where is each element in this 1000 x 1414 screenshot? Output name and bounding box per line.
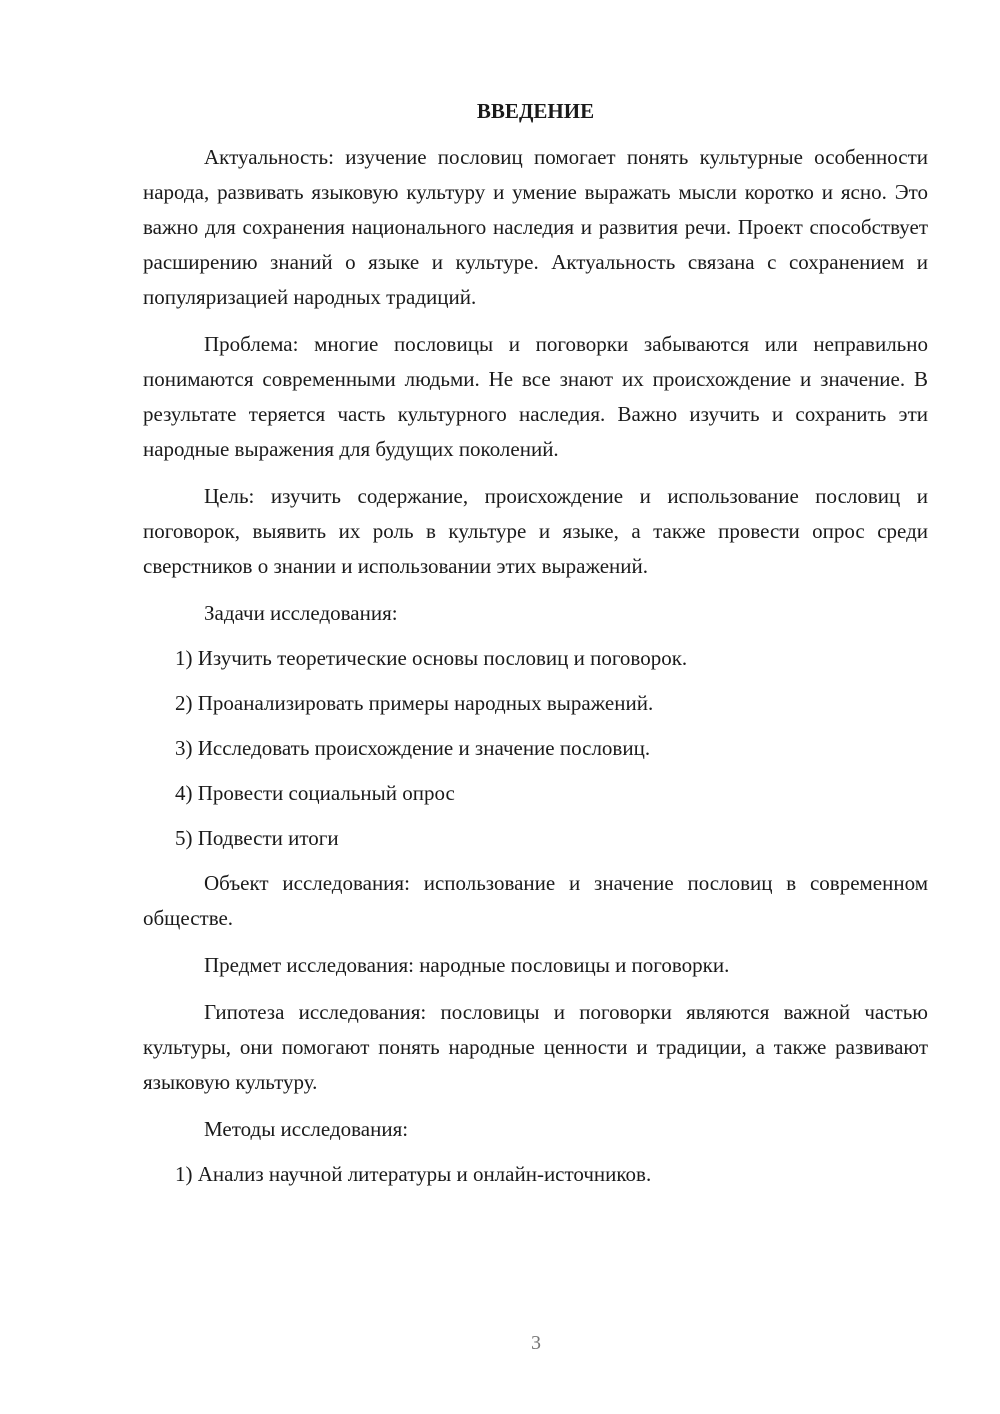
method-item: 1) Анализ научной литературы и онлайн-источников.	[175, 1162, 652, 1186]
hypothesis-paragraph: Гипотеза исследования: пословицы и поговорки являются важной частью культуры, они помогают понять народные ценности и традиции, а также развивают языковую культуру.	[143, 1000, 928, 1094]
goal-paragraph: Цель: изучить содержание, происхождение и использование пословиц и поговорок, выявить их роль в культуре и языке, а также провести опрос среди сверстников о знании и использовании этих выражений.	[143, 484, 928, 578]
methods-list	[143, 1157, 928, 1192]
task-item: 3) Исследовать происхождение и значение пословиц.	[175, 736, 651, 760]
section-title: ВВЕДЕНИЕ	[476, 99, 595, 123]
task-item: 2) Проанализировать примеры народных выражений.	[175, 691, 654, 715]
subject-paragraph: Предмет исследования: народные пословицы и поговорки.	[204, 953, 730, 977]
methods-heading: Методы исследования:	[204, 1117, 409, 1141]
tasks-list	[143, 641, 928, 856]
task-item: 5) Подвести итоги	[175, 826, 339, 850]
task-item: 4) Провести социальный опрос	[175, 781, 455, 805]
document-page	[143, 96, 928, 1202]
relevance-paragraph: Актуальность: изучение пословиц помогает понять культурные особенности народа, развивать языковую культуру и умение выражать мысли коротко и ясно. Это важно для сохранения национального наследия и развития речи. Проект способствует расширению знаний о языке и культуре. Актуальность связана с сохранением и популяризацией народных традиций.	[143, 145, 928, 309]
page-number: 3	[531, 1332, 541, 1354]
tasks-heading: Задачи исследования:	[204, 601, 398, 625]
object-paragraph: Объект исследования: использование и значение пословиц в современном обществе.	[143, 871, 928, 930]
task-item: 1) Изучить теоретические основы пословиц и поговорок.	[175, 646, 688, 670]
problem-paragraph: Проблема: многие пословицы и поговорки забываются или неправильно понимаются современными людьми. Не все знают их происхождение и значение. В результате теряется часть культурного наследия. Важно изучить и сохранить эти народные выражения для будущих поколений.	[143, 332, 928, 461]
